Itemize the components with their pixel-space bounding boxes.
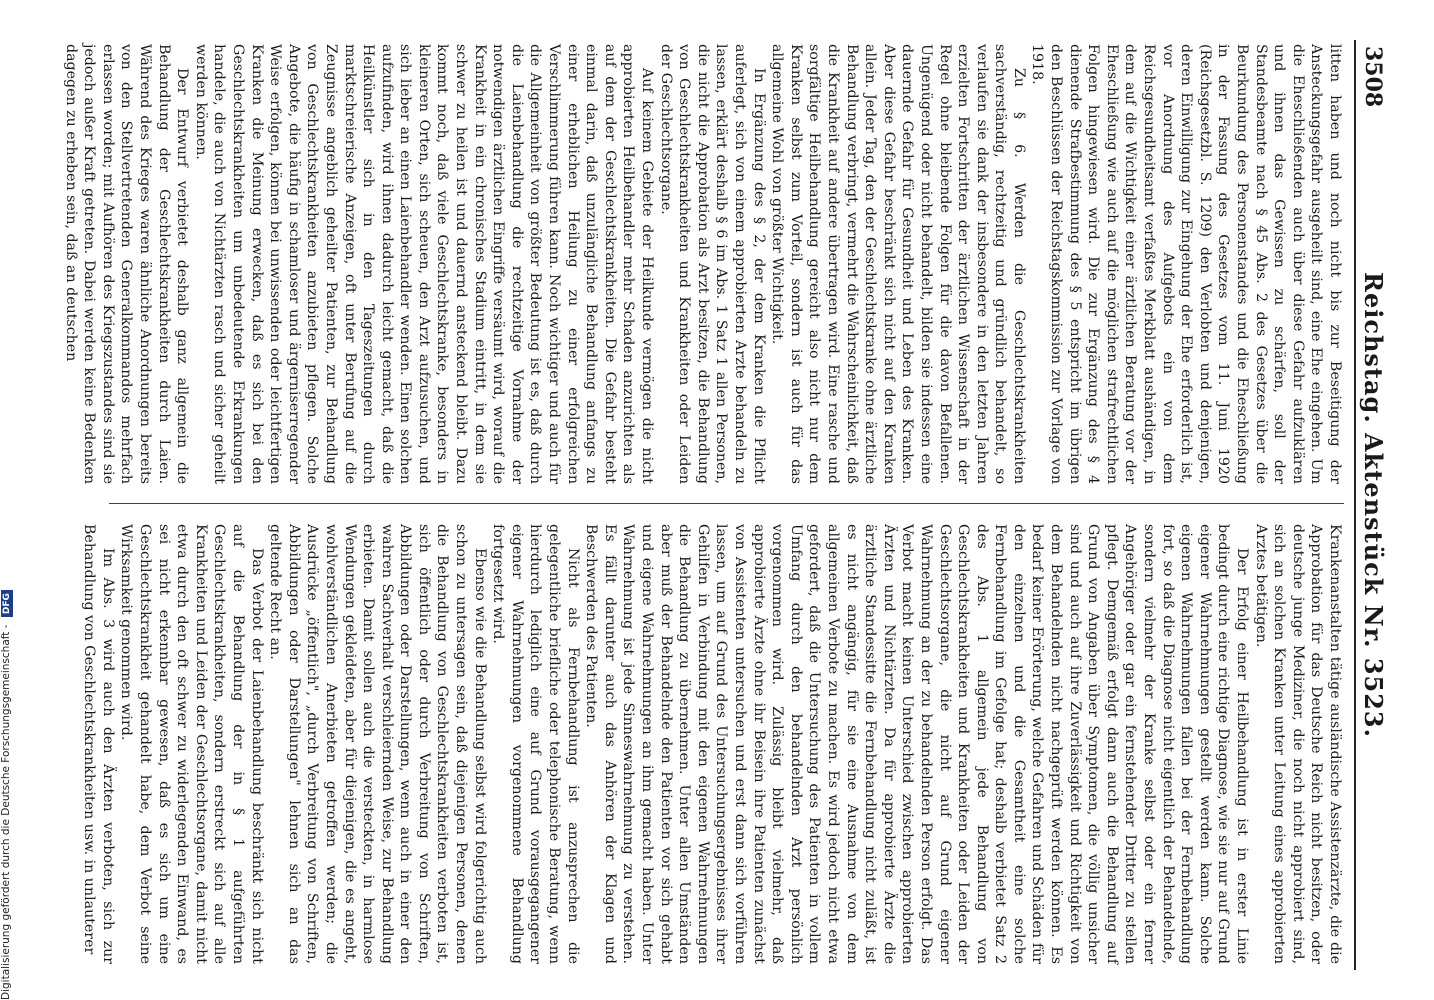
paragraph: Nicht als Fernbehandlung ist anzusprechen die gelegentliche briefliche oder telephonische Beratung, wenn hierdurch lediglich eine auf Grund vorausgegangener eigener Wahrnehmungen vorgenommene Behandlung fortgesetzt wird. — [490, 524, 581, 964]
column-divider — [109, 503, 1344, 504]
dfg-logo: DFG — [1, 590, 13, 617]
paragraph: Im Abs. 3 wird auch den Ärzten verboten, sich zur Behandlung von Geschlechtskrankheiten usw. in unlauterer — [81, 524, 116, 964]
paragraph: Krankenanstalten tätige ausländische Assistenzärzte, die die Approbation für das Deutsche Reich nicht besitzen, oder deutsche junge Mediziner, die noch nicht approbiert sind, sich an solchen Kranken unter Leitung eines approbierten Arztes betätigen. — [1252, 524, 1343, 964]
page-number: 3508 — [1360, 46, 1386, 108]
paragraph: Ebenso wie die Behandlung selbst wird folgerichtig auch schon zu untersagen sein, daß diejenigen Personen, denen die Behandlung von Geschlechtskrankheiten verboten ist, sich öffentlich oder durch Verbreitung von Schriften, Abbildungen oder Darstellungen, wenn auch in einer den wahren Sachverhalt verschleiernden Weise, zur Behandlung erbieten. Damit sollen auch die versteckten, in harmlose Wendungen gekleideten, aber für diejenigen, die es angeht, wohlverständlichen Anerbieten getroffen werden; die Ausdrücke „öffentlich", „durch Verbreitung von Schriften, Abbildungen oder Darstellungen" lehnen sich an das geltende Recht an. — [267, 524, 488, 964]
paragraph: Auf keinem Gebiete der Heilkunde vermögen die nicht approbierten Heilbehandler mehr Schaden anzurichten als auf dem der Geschlechtskrankheiten. Die Gefahr besteht einmal darin, daß unzulängliche Behandlung anfangs zu einer erheblichen Heilung zu einer erfolgreichen Verschlimmerung führen kann. Noch wichtiger und auch für die Allgemeinheit von größter Bedeutung ist es, daß durch die Laienbehandlung die rechtzeitige Vornahme der notwendigen ärztlichen Eingriffe versäumt wird, worauf die Krankheit in ein chronisches Stadium eintritt, in dem sie schwer zu heilen ist und dauernd ansteckend bleibt. Dazu kommt noch, daß viele Geschlechtskranke, besonders in kleineren Orten, sich scheuen, den Arzt aufzusuchen, und sich lieber an einen Laienbehandler wenden. Einen solchen aufzufinden, wird ihnen dadurch leicht gemacht, daß die Heilkünstler sich in den Tageszeitungen durch marktschreierische Anzeigen, oft unter Berufung auf die Zeugnisse angeblich geheilter Patienten, zur Behandlung von Geschlechtskrankheiten anzubieten pflegen. Solche Angebote, die häufig in schamloser und ärgerniserregender Weise erfolgen, können bei unwissenden oder leichtfertigen Kranken die Meinung erwecken, daß es sich bei den Geschlechtskrankheiten um unbedeutende Erkrankungen handele, die auch von Nichtärzten rasch und sicher geheilt werden können. — [192, 44, 656, 484]
right-text-column — [81, 524, 1344, 964]
running-head: Reichstag. Aktenstück Nr. 3523. — [1359, 272, 1388, 738]
digitization-credit — [0, 0, 16, 1000]
document-page — [62, 40, 1390, 970]
paragraph: Der Entwurf verbietet deshalb ganz allgemein die Behandlung der Geschlechtskrankheiten durch Laien. Während des Krieges waren ähnliche Anordnungen bereits von den Stellvertretenden Generalkommandos mehrfach erlassen worden; mit Aufhören des Kriegszustandes sind sie jedoch außer Kraft getreten. Dabei werden keine Bedenken dagegen zu erheben sein, daß an deutschen — [62, 44, 191, 484]
digitization-credit-text: Digitalisierung gefördert durch die Deutsche Forschungsgemeinschaft - — [0, 624, 12, 1000]
paragraph: litten haben und noch nicht bis zur Beseitigung der Ansteckungsgefahr ausgeheilt sind, eine Ehe eingehen. Um die Eheschließenden auch über diese Gefahr aufzuklären und ihnen das Gewissen zu schärfen, soll der Standesbeamte nach § 45 Abs. 2 des Gesetzes über die Beurkundung des Personenstandes und die Eheschließung in der Fassung des Gesetzes vom 11. Juni 1920 (Reichsgesetzbl. S. 1209) den Verlobten und denjenigen, deren Einwilligung zur Eingehung der Ehe erforderlich ist, vor Anordnung des Aufgebots ein von dem Reichsgesundheitsamt verfaßtes Merkblatt aushändigen, in dem auf die Wichtigkeit einer ärztlichen Beratung vor der Eheschließung wie auch auf die möglichen strafrechtlichen Folgen hingewiesen wird. Die zur Ergänzung des § 4 dienende Strafbestimmung des § 5 entspricht im übrigen den Beschlüssen der Reichstagskommission zur Vorlage von 1918. — [1029, 44, 1343, 484]
page-header — [1354, 40, 1390, 970]
paragraph: In Ergänzung des § 2, der dem Kranken die Pflicht auferlegt, sich von einem approbierten Arzte behandeln zu lassen, erklärt deshalb § 6 im Abs. 1 Satz 1 allen Personen, die nicht die Approbation als Arzt besitzen, die Behandlung von Geschlechtskrankheiten und Krankheiten oder Leiden der Geschlechtsorgane. — [657, 44, 767, 484]
paragraph: Zu § 6. Werden die Geschlechtskrankheiten sachverständig, rechtzeitig und gründlich behandelt, so verlaufen sie dank der insbesondere in den letzten Jahren erzielten Fortschritten der ärztlichen Wissenschaft in der Regel ohne bleibende Folgen für die davon Befallenen. Ungenügend oder nicht behandelt, bilden sie indessen eine dauernde Gefahr für Gesundheit und Leben des Kranken. Aber diese Gefahr beschränkt sich nicht auf den Kranken allein. Jeder Tag, den der Geschlechtskranke ohne ärztliche Behandlung verbringt, vermehrt die Wahrscheinlichkeit, daß die Krankheit auf andere übertragen wird. Eine rasche und sorgfältige Heilbehandlung gereicht also nicht nur dem Kranken selbst zum Vorteil, sondern ist auch für das allgemeine Wohl von größter Wichtigkeit. — [769, 44, 1027, 484]
paragraph: Das Verbot der Laienbehandlung beschränkt sich nicht auf die Behandlung der in § 1 aufgeführten Geschlechtskrankheiten, sondern erstreckt sich auf alle Krankheiten und Leiden der Geschlechtsorgane, damit nicht etwa durch den oft schwer zu widerlegenden Einwand, es sei nicht erkennbar gewesen, daß es sich um eine Geschlechtskrankheit gehandelt habe, dem Verbot seine Wirksamkeit genommen wird. — [118, 524, 265, 964]
left-text-column — [62, 44, 1344, 484]
paragraph: Der Erfolg einer Heilbehandlung ist in erster Linie bedingt durch eine richtige Diagnose, wie sie nur auf Grund eigener Wahrnehmungen gestellt werden kann. Solche eigenen Wahrnehmungen fallen bei der Fernbehandlung fort, so daß die Diagnose nicht eigentlich der Behandelnde, sondern vielmehr der Kranke selbst oder ein ferner Angehöriger oder gar ein fernstehender Dritter zu stellen pflegt. Demgemäß erfolgt dann auch die Behandlung auf Grund von Angaben über Symptomen, die völlig unsicher sind und auch auf ihre Zuverlässigkeit und Richtigkeit von dem Behandelnden nicht nachgeprüft werden können. Es bedarf keiner Erörterung, welche Gefahren und Schäden für den einzelnen und die Gesamtheit eine solche Fernbehandlung im Gefolge hat; deshalb verbietet Satz 2 des Abs. 1 allgemein jede Behandlung von Geschlechtskrankheiten und Krankheiten oder Leiden der Geschlechtsorgane, die nicht auf Grund eigener Wahrnehmung an der zu behandelnden Person erfolgt. Das Verbot macht keinen Unterschied zwischen approbierten Ärzten und Nichtärzten. Da für approbierte Ärzte die ärztliche Standessitte die Fernbehandlung nicht zuläßt, ist es nicht angängig, für sie eine Ausnahme von dem allgemeinen Verbote zu machen. Es wird jedoch nicht etwa gefordert, daß die Untersuchung des Patienten in vollem Umfang durch den behandelnden Arzt persönlich vorgenommen wird. Zulässig bleibt vielmehr, daß approbierte Ärzte ohne ihr Beisein ihre Patienten zunächst von Assistenten untersuchen und erst dann sich vorführen lassen, um auf Grund des Untersuchungsergebnisses ihrer Gehilfen in Verbindung mit den eigenen Wahrnehmungen die Behandlung zu übernehmen. Unter allen Umständen aber muß der Behandelnde den Patienten vor sich gehabt und eigene Wahrnehmungen an ihm gemacht haben. Unter Wahrnehmung ist jede Sinneswahrnehmung zu verstehen. Es fällt darunter auch das Anhören der Klagen und Beschwerden des Patienten. — [583, 524, 1251, 964]
